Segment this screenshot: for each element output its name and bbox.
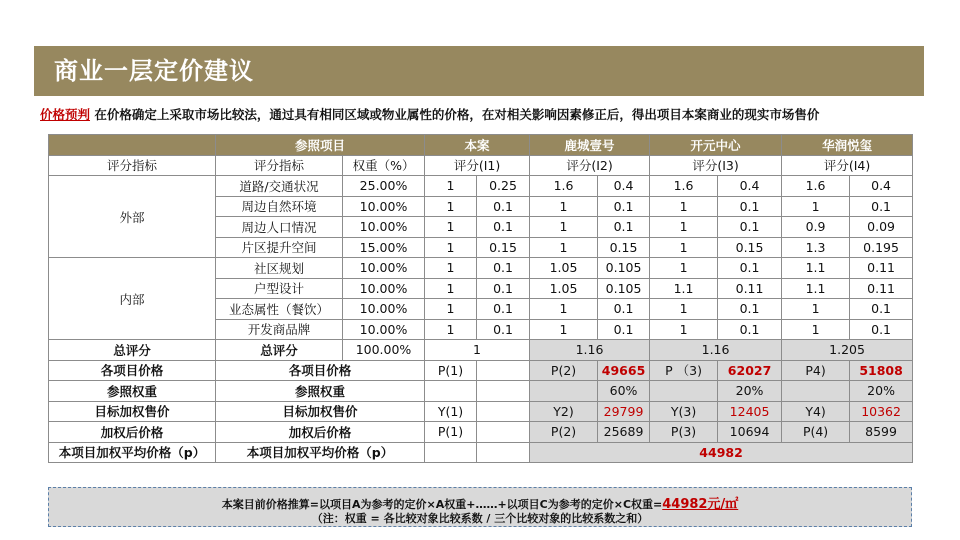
cell: 1 xyxy=(782,319,850,340)
subheader-indicator-2: 评分指标 xyxy=(216,155,343,176)
cell: 1 xyxy=(530,319,598,340)
cell: 1 xyxy=(782,299,850,320)
price-p4: P4) xyxy=(782,360,850,381)
cell: 1 xyxy=(425,217,477,238)
factor-weight: 10.00% xyxy=(343,299,425,320)
factor-name: 片区提升空间 xyxy=(216,237,343,258)
cell: 1.6 xyxy=(530,176,598,197)
cell: 0.15 xyxy=(598,237,650,258)
cell: 1 xyxy=(425,237,477,258)
total-score-0: 1 xyxy=(425,340,530,361)
price-p3-value: 62027 xyxy=(718,360,782,381)
weighted-p4-value: 8599 xyxy=(850,422,913,443)
factor-name: 社区规划 xyxy=(216,258,343,279)
cell: 1 xyxy=(530,217,598,238)
cell: 0.1 xyxy=(718,299,782,320)
ref-weight-empty-b xyxy=(477,381,530,402)
factor-name: 开发商品牌 xyxy=(216,319,343,340)
target-price-row xyxy=(49,401,913,422)
subheader-indicator: 评分指标 xyxy=(49,155,216,176)
cell: 1.3 xyxy=(782,237,850,258)
ref-weight-1: 60% xyxy=(598,381,650,402)
title-banner xyxy=(34,46,924,96)
intro-text: 在价格确定上采取市场比较法，通过具有相同区域或物业属性的价格，在对相关影响因素修正后，得出项目本案商业的现实市场售价 xyxy=(94,107,820,122)
cell: 0.1 xyxy=(598,319,650,340)
cell: 1 xyxy=(650,319,718,340)
cell: 0.11 xyxy=(850,258,913,279)
ref-weight-empty-a xyxy=(425,381,477,402)
formula-result: 44982元/㎡ xyxy=(662,497,739,512)
total-label-2: 总评分 xyxy=(216,340,343,361)
cell: 1 xyxy=(425,196,477,217)
total-score-row xyxy=(49,340,913,361)
ref-weight-1-empty xyxy=(530,381,598,402)
target-y1: Y(1) xyxy=(425,401,477,422)
cell: 0.25 xyxy=(477,176,530,197)
average-empty-a xyxy=(425,442,477,463)
cell: 0.1 xyxy=(718,196,782,217)
table-subheader-row xyxy=(49,155,913,176)
total-label: 总评分 xyxy=(49,340,216,361)
cell: 0.195 xyxy=(850,237,913,258)
cell: 0.15 xyxy=(718,237,782,258)
target-y3-value: 12405 xyxy=(718,401,782,422)
price-label-2: 各项目价格 xyxy=(216,360,425,381)
average-label: 本项目加权平均价格（p） xyxy=(49,442,216,463)
cell: 0.9 xyxy=(782,217,850,238)
weighted-p3: P(3) xyxy=(650,422,718,443)
header-project-3: 华润悦玺 xyxy=(782,135,913,156)
formula-note xyxy=(48,487,912,527)
cell: 0.11 xyxy=(718,278,782,299)
price-p1: P(1) xyxy=(425,360,477,381)
factor-name: 道路/交通状况 xyxy=(216,176,343,197)
cell: 0.4 xyxy=(850,176,913,197)
cell: 0.1 xyxy=(477,319,530,340)
header-project-1: 鹿城壹号 xyxy=(530,135,650,156)
cell: 0.1 xyxy=(598,299,650,320)
cell: 1.1 xyxy=(650,278,718,299)
cell: 0.1 xyxy=(718,217,782,238)
cell: 0.1 xyxy=(477,217,530,238)
total-score-2: 1.16 xyxy=(650,340,782,361)
ref-weight-2: 20% xyxy=(718,381,782,402)
subheader-score-1: 评分(I2) xyxy=(530,155,650,176)
factor-name: 业态属性（餐饮） xyxy=(216,299,343,320)
ref-weight-label: 参照权重 xyxy=(49,381,216,402)
weighted-label-2: 加权后价格 xyxy=(216,422,425,443)
cell: 0.1 xyxy=(477,258,530,279)
factor-weight: 10.00% xyxy=(343,217,425,238)
average-label-2: 本项目加权平均价格（p） xyxy=(216,442,425,463)
cell: 0.105 xyxy=(598,258,650,279)
project-price-row xyxy=(49,360,913,381)
cell: 1 xyxy=(425,176,477,197)
cell: 0.11 xyxy=(850,278,913,299)
weighted-p2-value: 25689 xyxy=(598,422,650,443)
average-price-row xyxy=(49,442,913,463)
weighted-price-row xyxy=(49,422,913,443)
weighted-p3-value: 10694 xyxy=(718,422,782,443)
header-project-0: 本案 xyxy=(425,135,530,156)
target-y4: Y4) xyxy=(782,401,850,422)
factor-weight: 10.00% xyxy=(343,278,425,299)
cell: 0.1 xyxy=(477,278,530,299)
cell: 1 xyxy=(650,237,718,258)
cell: 1 xyxy=(425,319,477,340)
formula-footnote: （注：权重 = 各比较对象比较系数 / 三个比较对象的比较系数之和） xyxy=(311,512,649,525)
cell: 0.1 xyxy=(850,299,913,320)
weighted-p4: P(4) xyxy=(782,422,850,443)
cell: 0.15 xyxy=(477,237,530,258)
price-p4-value: 51808 xyxy=(850,360,913,381)
target-y2: Y2) xyxy=(530,401,598,422)
target-label-2: 目标加权售价 xyxy=(216,401,425,422)
cell: 0.4 xyxy=(718,176,782,197)
weighted-p2: P(2) xyxy=(530,422,598,443)
header-blank xyxy=(49,135,216,156)
cell: 1 xyxy=(425,258,477,279)
factor-weight: 10.00% xyxy=(343,196,425,217)
group-inner: 内部 xyxy=(49,258,216,340)
reference-weight-row xyxy=(49,381,913,402)
page-title: 商业一层定价建议 xyxy=(54,57,254,85)
cell: 0.1 xyxy=(718,258,782,279)
table-row xyxy=(49,176,913,197)
table-header-row xyxy=(49,135,913,156)
table-row xyxy=(49,258,913,279)
price-p1-value xyxy=(477,360,530,381)
average-empty-b xyxy=(477,442,530,463)
cell: 0.1 xyxy=(477,196,530,217)
average-value: 44982 xyxy=(530,442,913,463)
cell: 1 xyxy=(530,196,598,217)
target-label: 目标加权售价 xyxy=(49,401,216,422)
cell: 0.1 xyxy=(477,299,530,320)
cell: 1 xyxy=(782,196,850,217)
cell: 1 xyxy=(530,237,598,258)
target-y3: Y(3) xyxy=(650,401,718,422)
factor-weight: 10.00% xyxy=(343,319,425,340)
pricing-table xyxy=(48,134,913,463)
factor-name: 周边人口情况 xyxy=(216,217,343,238)
cell: 1 xyxy=(650,217,718,238)
target-y2-value: 29799 xyxy=(598,401,650,422)
cell: 1.6 xyxy=(650,176,718,197)
price-label: 各项目价格 xyxy=(49,360,216,381)
subheader-score-3: 评分(I4) xyxy=(782,155,913,176)
cell: 1 xyxy=(650,196,718,217)
ref-weight-2-empty xyxy=(650,381,718,402)
subheader-weight: 权重（%） xyxy=(343,155,425,176)
cell: 0.1 xyxy=(850,319,913,340)
cell: 1 xyxy=(530,299,598,320)
cell: 1 xyxy=(650,258,718,279)
cell: 1.05 xyxy=(530,278,598,299)
cell: 0.1 xyxy=(718,319,782,340)
cell: 0.105 xyxy=(598,278,650,299)
factor-weight: 10.00% xyxy=(343,258,425,279)
target-y1-value xyxy=(477,401,530,422)
cell: 1 xyxy=(425,299,477,320)
factor-name: 周边自然环境 xyxy=(216,196,343,217)
price-p2: P(2) xyxy=(530,360,598,381)
total-weight: 100.00% xyxy=(343,340,425,361)
intro-line xyxy=(40,105,920,123)
weighted-p1: P(1) xyxy=(425,422,477,443)
cell: 1.05 xyxy=(530,258,598,279)
cell: 1.1 xyxy=(782,258,850,279)
ref-weight-label-2: 参照权重 xyxy=(216,381,425,402)
cell: 0.4 xyxy=(598,176,650,197)
price-forecast-tag: 价格预判 xyxy=(40,107,91,122)
cell: 0.09 xyxy=(850,217,913,238)
cell: 1 xyxy=(425,278,477,299)
cell: 1 xyxy=(650,299,718,320)
total-score-3: 1.205 xyxy=(782,340,913,361)
price-p3: P （3) xyxy=(650,360,718,381)
cell: 1.1 xyxy=(782,278,850,299)
cell: 0.1 xyxy=(598,196,650,217)
factor-name: 户型设计 xyxy=(216,278,343,299)
ref-weight-3-empty xyxy=(782,381,850,402)
cell: 0.1 xyxy=(850,196,913,217)
cell: 1.6 xyxy=(782,176,850,197)
formula-text: 本案目前价格推算=以项目A为参考的定价×A权重+……+以项目C为参考的定价×C权重= xyxy=(221,498,663,511)
ref-weight-3: 20% xyxy=(850,381,913,402)
subheader-score-2: 评分(I3) xyxy=(650,155,782,176)
header-project-2: 开元中心 xyxy=(650,135,782,156)
total-score-1: 1.16 xyxy=(530,340,650,361)
factor-weight: 15.00% xyxy=(343,237,425,258)
weighted-p1-value xyxy=(477,422,530,443)
cell: 0.1 xyxy=(598,217,650,238)
factor-weight: 25.00% xyxy=(343,176,425,197)
target-y4-value: 10362 xyxy=(850,401,913,422)
group-outer: 外部 xyxy=(49,176,216,258)
weighted-label: 加权后价格 xyxy=(49,422,216,443)
subheader-score-0: 评分(I1) xyxy=(425,155,530,176)
price-p2-value: 49665 xyxy=(598,360,650,381)
header-ref-item: 参照项目 xyxy=(216,135,425,156)
